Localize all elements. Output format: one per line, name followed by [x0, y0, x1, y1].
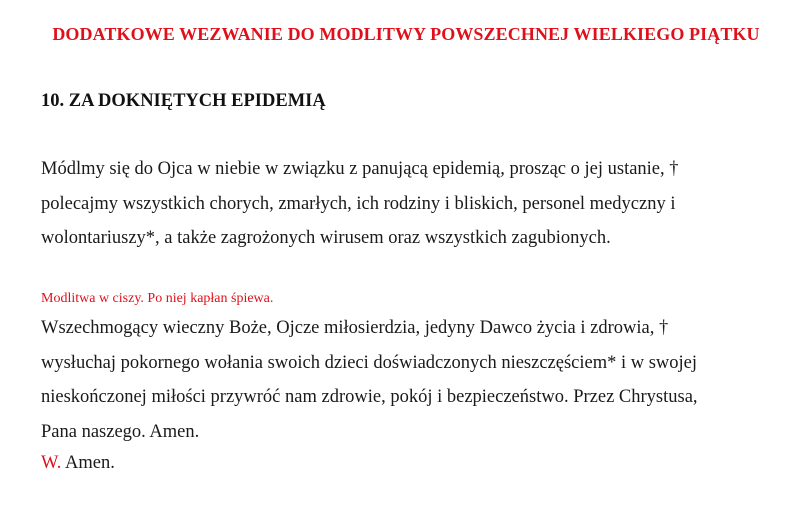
intention-paragraph: [41, 152, 781, 256]
prayer-line: Wszechmogący wieczny Boże, Ojcze miłosierdzia, jedyny Dawco życia i zdrowia, †: [41, 318, 669, 338]
document-title: DODATKOWE WEZWANIE DO MODLITWY POWSZECHNEJ WIELKIEGO PIĄTKU: [52, 24, 760, 44]
response-text: Amen.: [65, 453, 115, 473]
response-marker: W.: [41, 453, 62, 473]
response-line: [41, 446, 115, 481]
section-heading: 10. ZA DOKNIĘTYCH EPIDEMIĄ: [41, 91, 326, 111]
prayer-line: nieskończonej miłości przywróć nam zdrowie, pokój i bezpieczeństwo. Przez Chrystusa,: [41, 387, 698, 407]
prayer-paragraph: [41, 311, 781, 449]
intention-line: polecajmy wszystkich chorych, zmarłych, ich rodziny i bliskich, personel medyczny i: [41, 193, 676, 214]
rubric-instruction: Modlitwa w ciszy. Po niej kapłan śpiewa.: [41, 291, 274, 306]
prayer-line: wysłuchaj pokornego wołania swoich dzieci doświadczonych nieszczęściem* i w swojej: [41, 352, 698, 373]
prayer-line: Pana naszego. Amen.: [41, 421, 200, 442]
intention-line: Módlmy się do Ojca w niebie w związku z panującą epidemią, prosząc o jej ustanie, †: [41, 159, 679, 179]
intention-line: wolontariuszy*, a także zagrożonych wirusem oraz wszystkich zagubionych.: [41, 228, 611, 248]
